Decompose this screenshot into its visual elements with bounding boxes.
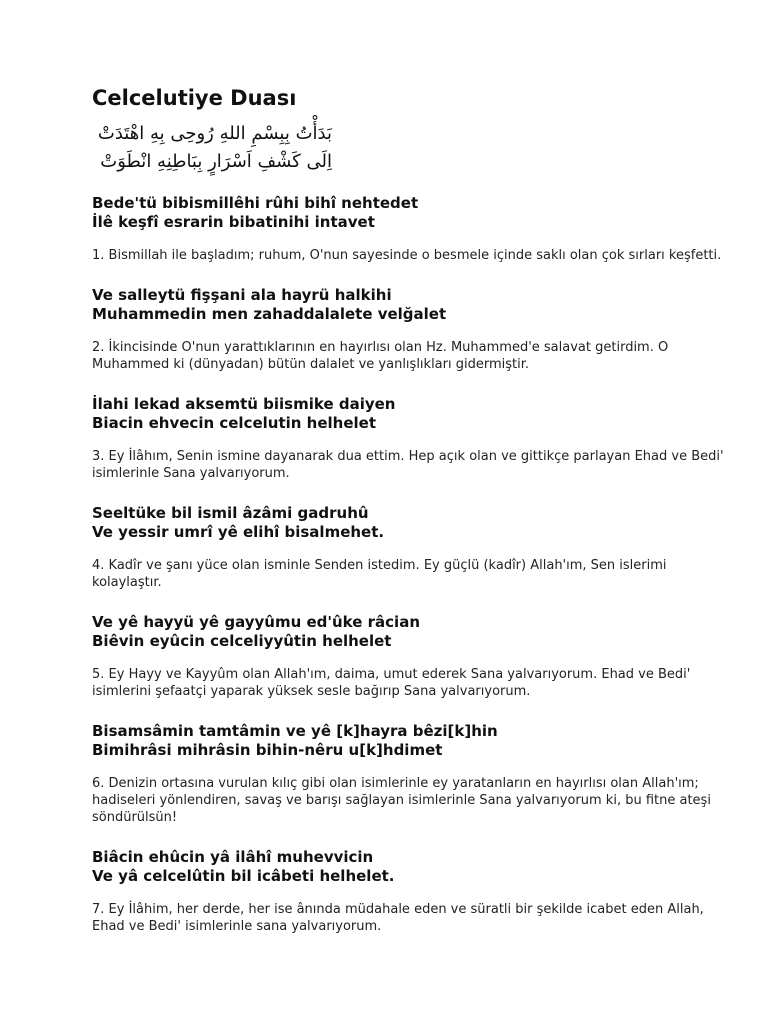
transliteration-verse <box>92 286 732 324</box>
transliteration-verse <box>92 504 732 542</box>
verse-line: İlahi lekad aksemtü biismike daiyen <box>92 395 396 413</box>
meaning-paragraph: 1. Bismillah ile başladım; ruhum, O'nun sayesinde o besmele içinde saklı olan çok sırları keşfetti. <box>92 248 722 263</box>
section-4 <box>92 504 732 591</box>
section-1 <box>92 194 732 264</box>
verse-line: Ve yessir umrî yê elihî bisalmehet. <box>92 523 385 541</box>
verse-line: Biâcin ehûcin yâ ilâhî muhevvicin <box>92 848 374 866</box>
verse-line: Ve salleytü fişşani ala hayrü halkihi <box>92 286 392 304</box>
section-6 <box>92 722 732 826</box>
verse-line: Bimihrâsi mihrâsin bihin-nêru u[k]hdimet <box>92 741 443 759</box>
transliteration-verse <box>92 395 732 433</box>
meaning-paragraph: 6. Denizin ortasına vurulan kılıç gibi olan isimlerinle ey yaratanların en hayırlısı olan Allah'ım; hadiseleri yönlendiren, savaş ve barışı sağlayan isimlerinle Sana yalvarıyorum ki, bu fitne ateşi söndürülsün! <box>92 776 711 825</box>
transliteration-verse <box>92 848 732 886</box>
arabic-verse <box>92 120 332 176</box>
document-page <box>92 84 732 957</box>
document-title: Celcelutiye Duası <box>92 86 297 110</box>
transliteration-verse <box>92 613 732 651</box>
section-2 <box>92 286 732 373</box>
meaning-paragraph: 3. Ey İlâhım, Senin ismine dayanarak dua ettim. Hep açık olan ve gittikçe parlayan Ehad ve Bedi' isimlerinle Sana yalvarıyorum. <box>92 449 724 481</box>
verse-line: Muhammedin men zahaddalalete velğalet <box>92 305 447 323</box>
meaning-paragraph: 5. Ey Hayy ve Kayyûm olan Allah'ım, daima, umut ederek Sana yalvarıyorum. Ehad ve Bedi' isimlerini şefaatçi yaparak yüksek sesle bağırıp Sana yalvarıyorum. <box>92 667 691 699</box>
meaning-paragraph: 4. Kadîr ve şanı yüce olan isminle Senden istedim. Ey güçlü (kadîr) Allah'ım, Sen islerimi kolaylaştır. <box>92 558 667 590</box>
verse-line: Biêvin eyûcin celceliyyûtin helhelet <box>92 632 392 650</box>
verse-line: Seeltüke bil ismil âzâmi gadruhû <box>92 504 369 522</box>
verse-line: Biacin ehvecin celcelutin helhelet <box>92 414 377 432</box>
section-5 <box>92 613 732 700</box>
section-7 <box>92 848 732 935</box>
verse-line: Bede'tü bibismillêhi rûhi bihî nehtedet <box>92 194 419 212</box>
verse-line: Ve yâ celcelûtin bil icâbeti helhelet. <box>92 867 395 885</box>
section-3 <box>92 395 732 482</box>
verse-line: Ve yê hayyü yê gayyûmu ed'ûke râcian <box>92 613 420 631</box>
meaning-paragraph: 2. İkincisinde O'nun yarattıklarının en hayırlısı olan Hz. Muhammed'e salavat getirdim. O Muhammed ki (dünyadan) bütün dalalet ve yanlışlıkları gidermiştir. <box>92 340 669 372</box>
transliteration-verse <box>92 722 732 760</box>
verse-line: İlê keşfî esrarin bibatinihi intavet <box>92 213 375 231</box>
arabic-line: بَدَأْتُ بِبِسْمِ اللهِ رُوحِى بِهِ اهْتَدَتْ <box>97 123 332 144</box>
arabic-line: اِلَى كَشْفِ اَسْرَارٍ بِبَاطِنِهِ انْطَوَتْ <box>100 151 332 172</box>
meaning-paragraph: 7. Ey İlâhim, her derde, her ise ânında müdahale eden ve süratli bir şekilde icabet eden Allah, Ehad ve Bedi' isimlerinle sana yalvarıyorum. <box>92 902 704 934</box>
verse-line: Bisamsâmin tamtâmin ve yê [k]hayra bêzi[k]hin <box>92 722 498 740</box>
transliteration-verse <box>92 194 732 232</box>
